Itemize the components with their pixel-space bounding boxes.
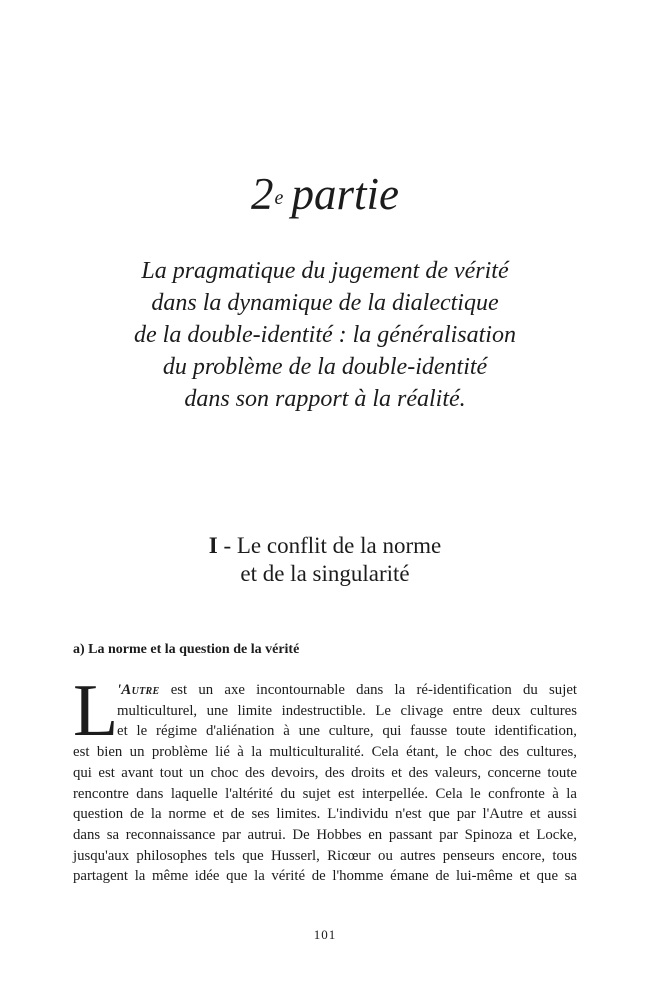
section-separator: -	[217, 533, 237, 558]
subtitle-line: dans son rapport à la réalité.	[184, 386, 466, 412]
part-subtitle	[0, 255, 650, 415]
body-line: multiculturel, une limite indestructible. Le clivage entre deux cultures	[117, 702, 577, 719]
body-line: jusqu'aux philosophes tels que Husserl, Ricœur ou autres penseurs encore, tous	[73, 847, 577, 864]
body-paragraph	[73, 670, 577, 887]
body-line: rencontre dans laquelle l'altérité du sujet est interpellée. Cela le confronte à la	[73, 785, 577, 802]
subtitle-line: du problème de la double-identité	[162, 354, 488, 380]
subtitle-line: de la double-identité : la généralisation	[134, 322, 516, 348]
subtitle-line: dans la dynamique de la dialectique	[151, 290, 499, 316]
body-line: qui est avant tout un choc des devoirs, des droits et des valeurs, concerne toute	[73, 764, 577, 781]
part-number: 2	[251, 169, 274, 219]
part-title	[0, 166, 650, 222]
body-line: et le régime d'aliénation à une culture, qui fausse toute identification,	[117, 723, 577, 740]
page-number: 101	[313, 927, 337, 942]
first-line-rest: est un axe incontournable dans la ré-identification du sujet	[159, 682, 577, 698]
body-line: est bien un problème lié à la multiculturalité. Cela étant, le choc des cultures,	[73, 744, 577, 761]
subtitle-line: La pragmatique du jugement de vérité	[141, 258, 509, 284]
body-line: dans sa reconnaissance par autrui. De Hobbes en passant par Spinoza et Locke,	[73, 826, 577, 843]
drop-cap: L	[73, 670, 119, 752]
section-heading	[0, 532, 650, 588]
section-number: I	[208, 533, 218, 558]
subsection-title: a) La norme et la question de la vérité	[73, 642, 300, 657]
part-superscript: e	[274, 187, 284, 209]
body-line: partagent la même idée que la vérité de l'homme émane de lui-même et que sa	[73, 868, 577, 885]
section-title-line1: Le conflit de la norme	[236, 533, 442, 558]
first-word: 'Autre	[117, 682, 160, 698]
body-line	[73, 680, 577, 701]
part-word: partie	[291, 169, 399, 219]
body-line: question de la norme et de ses limites. L'individu n'est que par l'Autre et aussi	[73, 806, 577, 823]
section-title-line2: et de la singularité	[240, 561, 410, 586]
